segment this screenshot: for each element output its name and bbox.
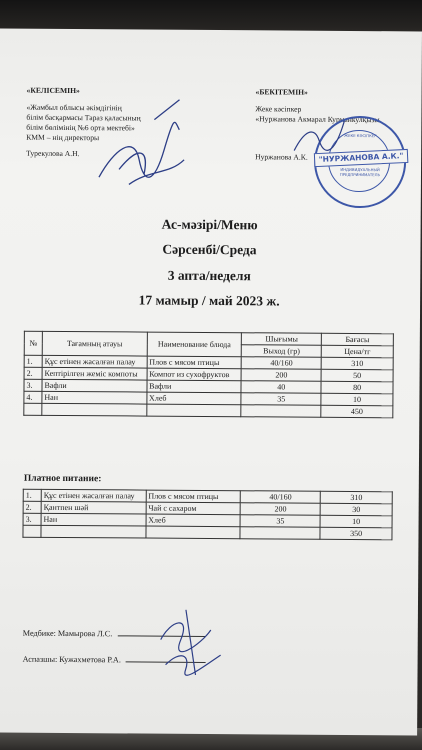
document-page	[0, 29, 422, 736]
col-name-kz-header: Тағамның атауы	[42, 331, 147, 356]
official-seal: ЖЕКЕ КӘСІПКЕР "НУРЖАНОВА А.К." ИНДИВИДУАЛЬНЫЙ ПРЕДПРИНИМАТЕЛЬ	[314, 116, 407, 209]
table-row: 2. Кептірілген жеміс компоты Компот из сухофруктов 200 50	[24, 367, 393, 382]
cook-name: Аспазшы: Кужахметова Р.А.	[22, 654, 121, 665]
left-header-org-line1: «Жамбыл облысы әкімдігінің	[26, 102, 122, 113]
menu-table	[23, 331, 394, 419]
paid-meals-table	[22, 489, 392, 541]
table-row: 1. Құс етінен жасалған палау Плов с мясом птицы 40/160 310	[23, 489, 392, 504]
left-header-title: «КЕЛІСЕМІН»	[26, 85, 80, 96]
table-total-row	[24, 403, 393, 418]
table-row: 2. Қантпен шәй Чай с сахаром 200 30	[23, 501, 392, 516]
col-price-kz-header: Бағасы	[321, 333, 393, 346]
col-name-ru-header: Наименование блюда	[147, 332, 242, 357]
left-header-org-line4: КММ – нің директоры	[26, 132, 100, 143]
right-header-line1: Жеке кәсіпкер	[255, 104, 302, 114]
approver-signature	[289, 111, 349, 171]
table-row: 4. Нан Хлеб 35 10	[24, 391, 393, 406]
nurse-name: Медбике: Мамырова Л.С.	[22, 628, 113, 639]
paid-meals-title: Платное питание:	[23, 473, 102, 485]
table-row: 1. Құс етінен жасалған палау Плов с мясом птицы 40/160 310	[24, 355, 393, 370]
date-title: 17 мамыр / май 2023 ж.	[138, 292, 280, 309]
menu-total: 450	[321, 405, 393, 418]
week-title: 3 апта/неделя	[167, 267, 251, 284]
table-row: 3. Нан Хлеб 35 10	[23, 513, 392, 528]
director-signature	[79, 89, 190, 200]
left-header-org-line2: білім басқармасы Тараз қаласының	[26, 112, 141, 123]
right-header-signer: Нуржанова А.К.	[255, 152, 308, 162]
left-header-signer: Турекулова А.Н.	[26, 148, 80, 159]
right-header-line2: «Нуржанова Акмарал Курманкулқызы	[255, 114, 380, 125]
right-header-title: «БЕКІТЕМІН»	[255, 87, 308, 97]
day-title: Сәрсенбі/Среда	[162, 241, 257, 258]
table-row: 3. Вафли Вафли 40 80	[24, 379, 393, 394]
col-price-ru-header: Цена/тг	[321, 345, 393, 358]
staff-signatures	[150, 605, 226, 681]
menu-title: Ас-мәзірі/Меню	[161, 216, 258, 233]
col-yield-ru-header: Выход (гр)	[242, 345, 322, 358]
table-total-row	[23, 525, 392, 540]
col-yield-kz-header: Шығымы	[242, 333, 322, 346]
paid-total: 350	[320, 527, 392, 540]
col-num-header: №	[24, 331, 42, 355]
left-header-org-line3: білім бөлімінің №6 орта мектебі»	[26, 122, 135, 133]
